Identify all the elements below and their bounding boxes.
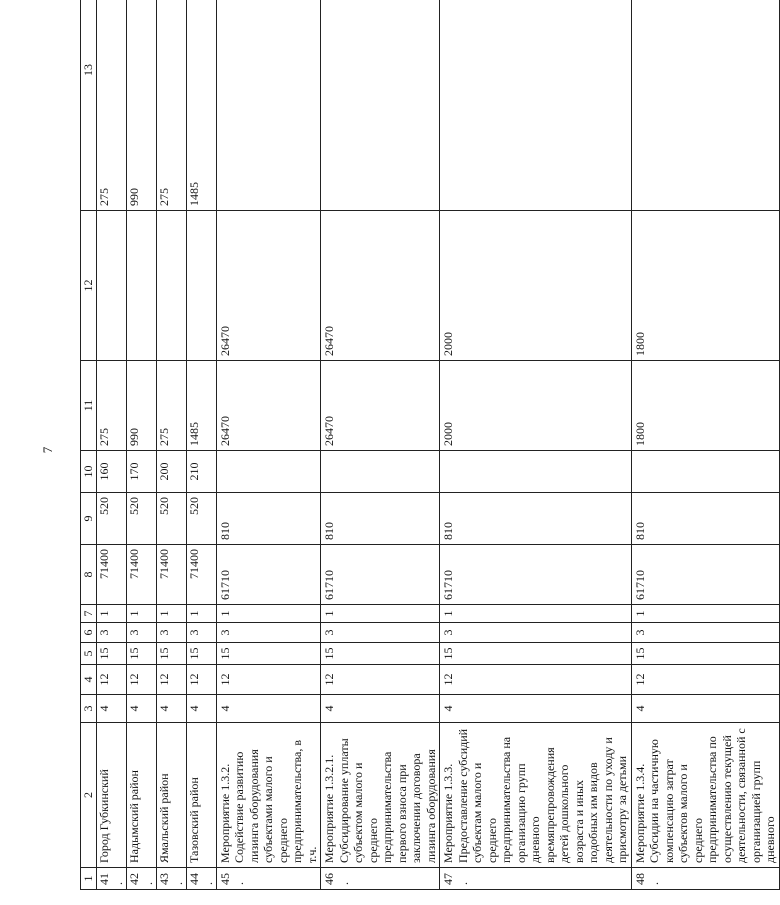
cell: 1 — [631, 605, 779, 623]
cell: 71400 — [96, 545, 126, 605]
row-number-cell: 48. — [631, 868, 779, 890]
cell: 4 — [186, 695, 216, 723]
header-cell: 9 — [81, 493, 97, 545]
cell: 1 — [440, 605, 632, 623]
cell — [440, 0, 632, 211]
header-cell: 7 — [81, 605, 97, 623]
cell: 71400 — [156, 545, 186, 605]
cell: 2000 — [440, 361, 632, 451]
cell: 1800 — [631, 361, 779, 451]
cell: 15 — [321, 643, 440, 665]
cell: 4 — [216, 695, 321, 723]
cell: 15 — [156, 643, 186, 665]
cell: 12 — [186, 665, 216, 695]
cell: 26470 — [216, 211, 321, 361]
cell — [96, 211, 126, 361]
row-number-cell: 45. — [216, 868, 321, 890]
cell: 4 — [96, 695, 126, 723]
cell: 3 — [321, 623, 440, 643]
header-cell: 4 — [81, 665, 97, 695]
cell: 3 — [126, 623, 156, 643]
cell: 26470 — [321, 211, 440, 361]
cell: 1 — [216, 605, 321, 623]
cell: 3 — [156, 623, 186, 643]
cell: 2000 — [440, 211, 632, 361]
cell: 15 — [631, 643, 779, 665]
cell: 200 — [156, 451, 186, 493]
cell: 15 — [126, 643, 156, 665]
row-number-cell: 44. — [186, 868, 216, 890]
cell: 1 — [321, 605, 440, 623]
table-row — [96, 0, 126, 890]
header-cell: 2 — [81, 723, 97, 868]
cell — [216, 0, 321, 211]
cell: 810 — [216, 493, 321, 545]
cell: 160 — [96, 451, 126, 493]
header-cell: 11 — [81, 361, 97, 451]
cell: 1 — [156, 605, 186, 623]
cell: 4 — [631, 695, 779, 723]
row-number-cell: 46. — [321, 868, 440, 890]
cell: 12 — [156, 665, 186, 695]
name-cell: Мероприятие 1.3.2. Содействие развитию лизинга оборудования субъектами малого и среднего предпринимательства, в т.ч. — [216, 723, 321, 868]
cell: 61710 — [631, 545, 779, 605]
cell: 1485 — [186, 0, 216, 211]
cell: 275 — [96, 361, 126, 451]
cell: 4 — [321, 695, 440, 723]
cell: 520 — [156, 493, 186, 545]
table-row — [126, 0, 156, 890]
name-cell: Ямальский район — [156, 723, 186, 868]
cell: 71400 — [126, 545, 156, 605]
cell — [631, 451, 779, 493]
cell: 990 — [126, 0, 156, 211]
cell: 61710 — [321, 545, 440, 605]
cell — [126, 211, 156, 361]
cell: 4 — [126, 695, 156, 723]
cell: 275 — [96, 0, 126, 211]
header-cell: 6 — [81, 623, 97, 643]
cell: 275 — [156, 0, 186, 211]
name-cell: Тазовский район — [186, 723, 216, 868]
cell — [321, 451, 440, 493]
cell: 12 — [216, 665, 321, 695]
cell: 1 — [186, 605, 216, 623]
cell: 3 — [440, 623, 632, 643]
cell — [216, 451, 321, 493]
table-row — [216, 0, 321, 890]
cell: 12 — [631, 665, 779, 695]
name-cell: Мероприятие 1.3.3. Предоставление субсидий субъектам малого и среднего предпринимательства на организацию групп дневного времяпрепровождения детей дошкольного возраста и иных подобных им видов деятельности по уходу и присмотру за детьми — [440, 723, 632, 868]
cell: 170 — [126, 451, 156, 493]
header-cell: 10 — [81, 451, 97, 493]
cell: 810 — [321, 493, 440, 545]
cell: 210 — [186, 451, 216, 493]
table-header-row — [81, 0, 97, 890]
cell: 990 — [126, 361, 156, 451]
header-cell: 5 — [81, 643, 97, 665]
cell: 520 — [96, 493, 126, 545]
cell: 15 — [440, 643, 632, 665]
table-row — [440, 0, 632, 890]
cell — [156, 211, 186, 361]
row-number-cell: 42. — [126, 868, 156, 890]
cell: 71400 — [186, 545, 216, 605]
cell: 4 — [156, 695, 186, 723]
row-number-cell: 41. — [96, 868, 126, 890]
cell: 3 — [96, 623, 126, 643]
table-row — [321, 0, 440, 890]
cell: 520 — [126, 493, 156, 545]
cell: 3 — [216, 623, 321, 643]
cell — [186, 211, 216, 361]
cell: 1 — [96, 605, 126, 623]
rotated-table-container — [80, 30, 777, 890]
cell: 61710 — [440, 545, 632, 605]
cell: 4 — [440, 695, 632, 723]
cell — [321, 0, 440, 211]
cell: 1485 — [186, 361, 216, 451]
cell: 810 — [440, 493, 632, 545]
row-number-cell: 47. — [440, 868, 632, 890]
cell: 15 — [186, 643, 216, 665]
cell — [440, 451, 632, 493]
row-number-cell: 43. — [156, 868, 186, 890]
cell: 61710 — [216, 545, 321, 605]
cell: 15 — [216, 643, 321, 665]
cell: 26470 — [321, 361, 440, 451]
header-cell: 8 — [81, 545, 97, 605]
cell: 3 — [186, 623, 216, 643]
name-cell: Надымский район — [126, 723, 156, 868]
cell: 12 — [126, 665, 156, 695]
cell: 520 — [186, 493, 216, 545]
cell: 3 — [631, 623, 779, 643]
header-cell: 12 — [81, 211, 97, 361]
cell: 12 — [321, 665, 440, 695]
data-table — [80, 0, 780, 890]
cell: 12 — [96, 665, 126, 695]
header-cell: 3 — [81, 695, 97, 723]
cell: 12 — [440, 665, 632, 695]
name-cell: Город Губкинский — [96, 723, 126, 868]
name-cell: Мероприятие 1.3.2.1. Субсидирование уплаты субъектом малого и среднего предпринимательства первого взноса при заключении договора лизинга оборудования — [321, 723, 440, 868]
name-cell: Мероприятие 1.3.4. Субсидии на частичную компенсацию затрат субъектов малого и среднего предпринимательства по осуществлению текущей деятельности, связанной с организацией групп дневного — [631, 723, 779, 868]
cell: 810 — [631, 493, 779, 545]
header-cell: 1 — [81, 868, 97, 890]
table-row — [186, 0, 216, 890]
cell: 1 — [126, 605, 156, 623]
table-row — [156, 0, 186, 890]
table-row — [631, 0, 779, 890]
cell: 15 — [96, 643, 126, 665]
header-cell: 13 — [81, 0, 97, 211]
cell: 275 — [156, 361, 186, 451]
page-number: 7 — [40, 446, 55, 454]
cell: 1800 — [631, 211, 779, 361]
cell: 26470 — [216, 361, 321, 451]
cell — [631, 0, 779, 211]
